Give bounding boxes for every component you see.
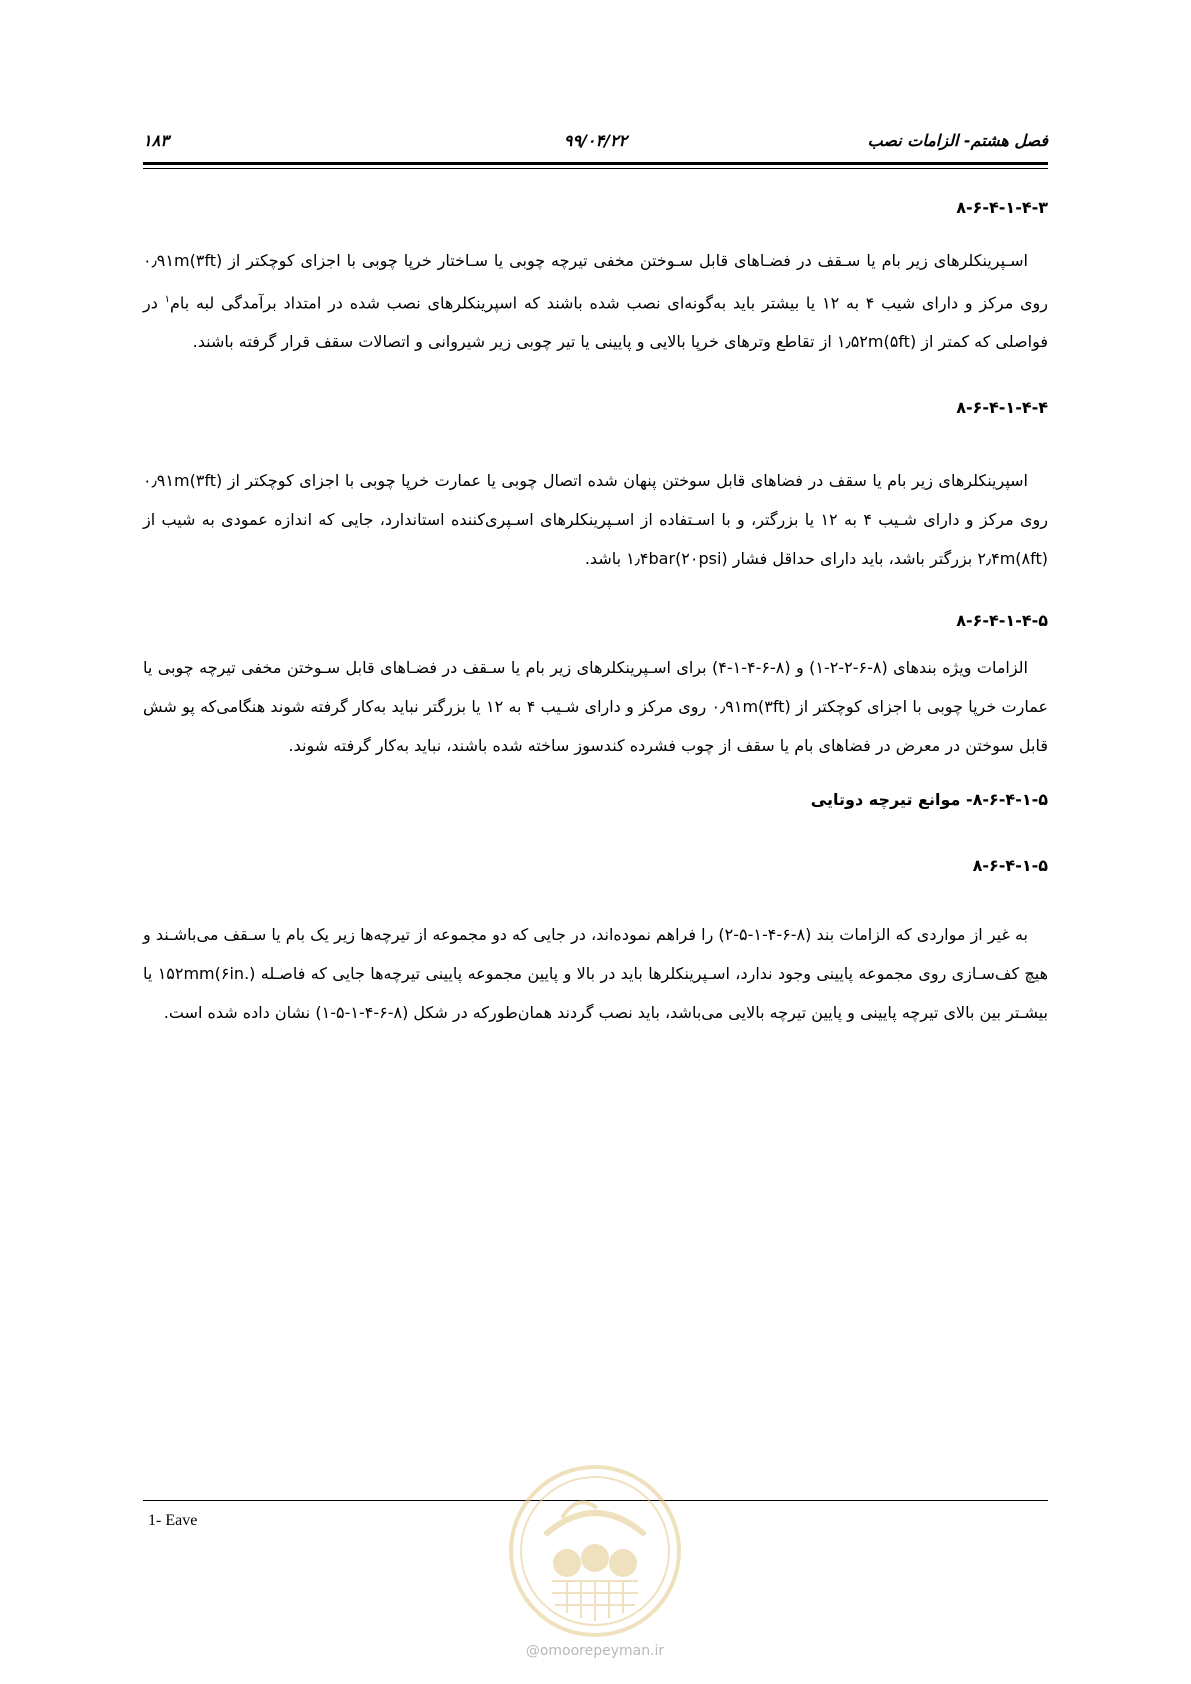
paragraph-text: در فواصلی که کمتر از ۱٫۵۲m(۵ft) از تقاطع وترهای خرپا بالایی و پایینی یا تیر چوبی زیر شیروانی و اتصالات سقف قرار گرفته باشند. (143, 293, 1048, 352)
section-number: ۸-۶-۴-۱-۴-۴ (956, 398, 1048, 418)
section-number: ۸-۶-۴-۱-۴-۵ (956, 611, 1048, 631)
page-header (143, 131, 1048, 153)
watermark-stamp (507, 1463, 683, 1639)
paragraph-text: اسـپرینکلرهای زیر بام یا سـقف در فضـاهای قابل سـوختن مخفی تیرچه چوبی یا سـاختار خرپا چوبی با اجزای کوچکتر از ۰٫۹۱m(۳ft) روی مرکز و دارای شیب ۴ به ۱۲ یا بیشتر باید به‌گونه‌ای نصب شده باشند که اسپرینکلرهای نصب شده در امتداد برآمدگی لبه بام (143, 251, 1049, 313)
paragraph: به غیر از مواردی که الزامات بند (۸-۶-۴-۱-۵-۲) را فراهم نموده‌اند، در جایی که دو مجموعه از تیرچه‌ها زیر یک بام یا سـقف می‌باشـند و هیچ کف‌سـازی روی مجموعه پایینی وجود ندارد، اسـپرینکلرها باید در بالا و پایین مجموعه پایینی تیرچه‌ها جایی که فاصـله ۱۵۲mm(۶in.) یا بیشـتر بین بالای تیرچه پایینی و پایین تیرچه بالایی می‌باشد، باید نصب گردند همان‌طورکه در شکل (۸-۶-۴-۱-۵-۱) نشان داده شده است. (143, 925, 1049, 1023)
watermark-url-text: omoorepeyman.ir (539, 1643, 665, 1659)
paragraph: اسپرینکلرهای زیر بام یا سقف در فضاهای قابل سوختن پنهان شده اتصال چوبی یا عمارت خرپا چوبی با اجزای کوچکتر از ۰٫۹۱m(۳ft) روی مرکز و دارای شـیب ۴ به ۱۲ یا بزرگتر، و با اسـتفاده از اسـپرینکلرهای اسـپری‌کننده استاندارد، جایی که اندازه عمودی به شیب از ۲٫۴m(۸ft) بزرگتر باشد، باید دارای حداقل فشار ۱٫۴bar(۲۰psi) باشد. (143, 471, 1049, 569)
footnote-marker: ۱ (164, 294, 170, 305)
section-number: ۸-۶-۴-۱-۵ (972, 856, 1048, 876)
watermark-url: @omoorepeyman.ir (525, 1643, 665, 1659)
paragraph (143, 241, 1048, 361)
section-title: ۸-۶-۴-۱-۵- موانع تیرچه دوتایی (810, 790, 1048, 810)
revision-date: ۹۹/۰۴/۲۲ (563, 131, 628, 150)
page-number: ۱۸۳ (143, 131, 169, 150)
header-rule-thin (143, 168, 1048, 169)
chapter-title: فصل هشتم- الزامات نصب (867, 131, 1048, 150)
section-number: ۸-۶-۴-۱-۴-۳ (956, 198, 1048, 217)
header-rule-thick (143, 162, 1048, 165)
body-text (143, 195, 1048, 1032)
paragraph: الزامات ویژه بندهای (۸-۶-۲-۲-۱) و (۸-۶-۴-۱-۴) برای اسـپرینکلرهای زیر بام یا سـقف در فضـاهای قابل سـوختن مخفی تیرچه چوبی یا عمارت خرپا چوبی با اجزای کوچکتر از ۰٫۹۱m(۳ft) روی مرکز و دارای شـیب ۴ به ۱۲ یا بزرگتر نباید به‌کار گرفته شوند هنگامی‌که پو شش قابل سوختن در معرض در فضاهای بام یا سقف از چوب فشرده کندسوز ساخته شده باشند، نباید به‌کار گرفته شوند. (143, 658, 1049, 756)
footnote: 1- Eave (148, 1512, 198, 1529)
